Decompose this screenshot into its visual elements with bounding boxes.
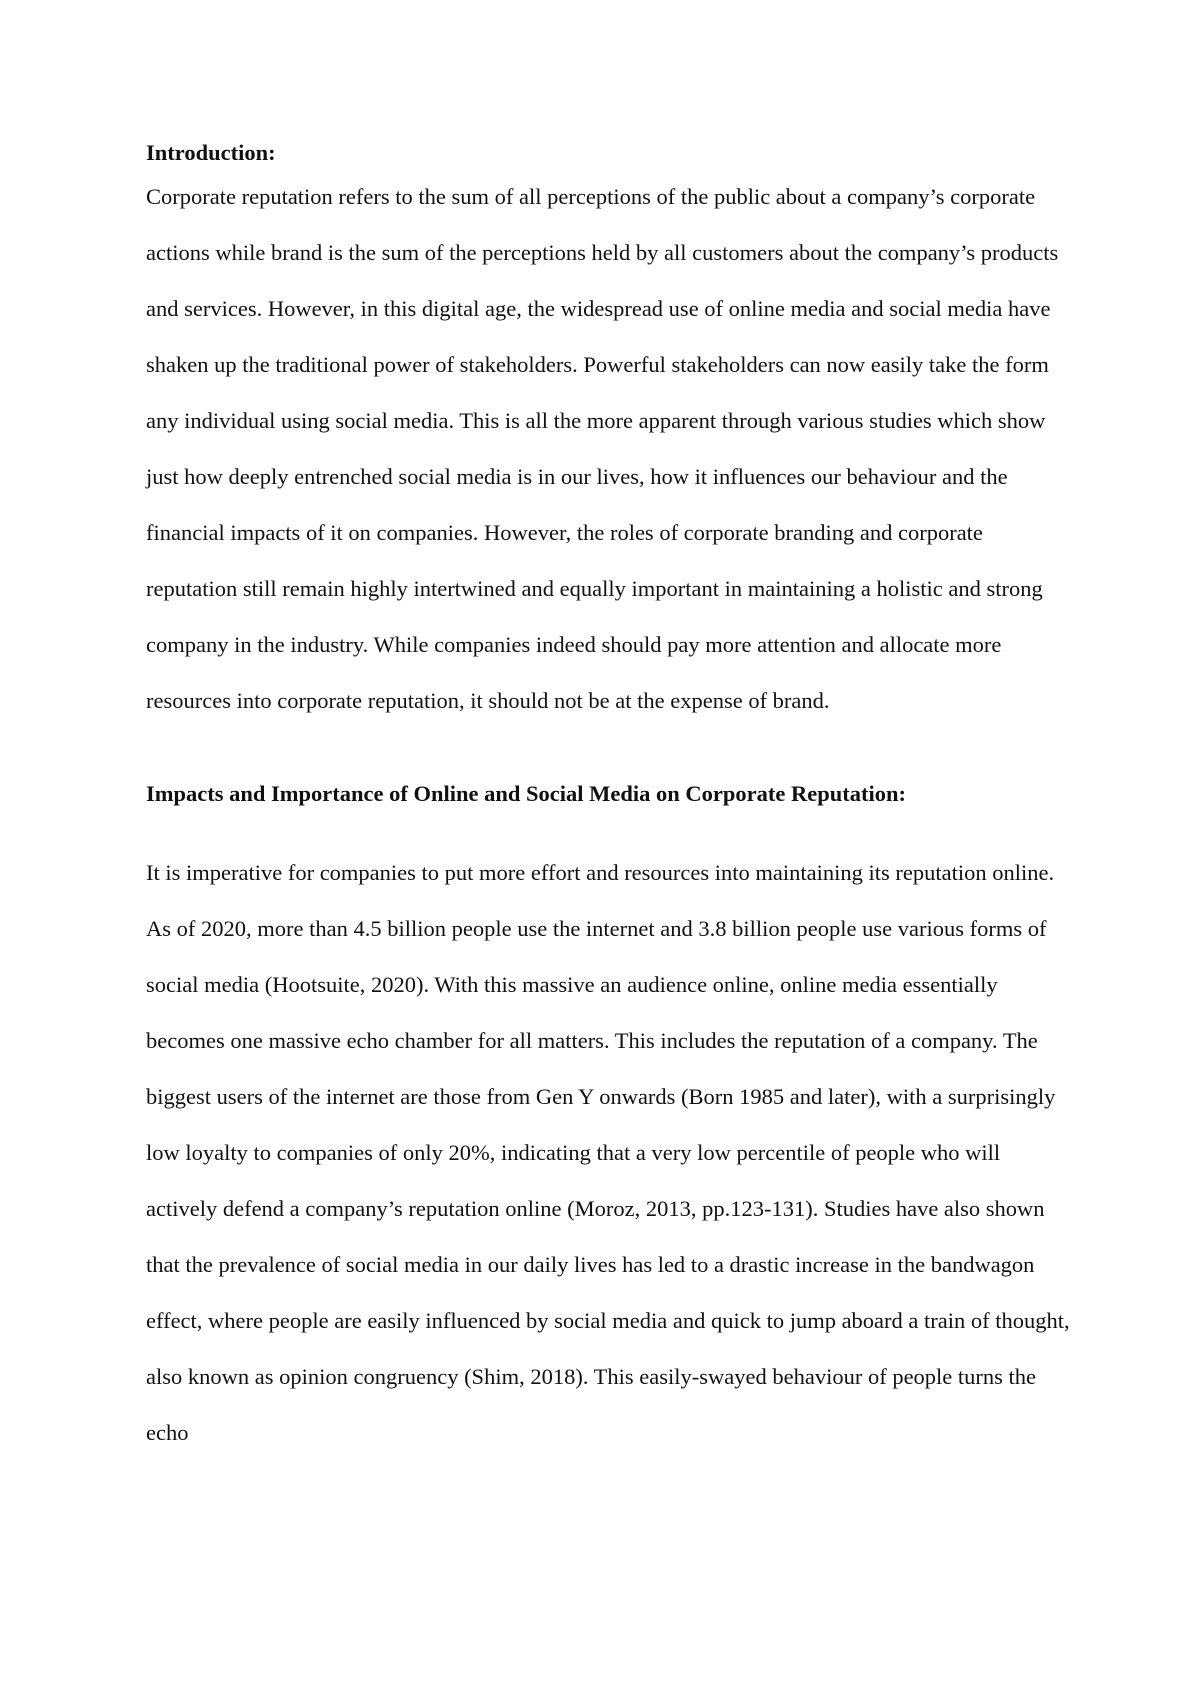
section-heading-online-social-media: Impacts and Importance of Online and Social Media on Corporate Reputation: (146, 781, 907, 806)
introduction-paragraph: Corporate reputation refers to the sum of all perceptions of the public about a company’s corporate actions while brand is the sum of the perceptions held by all customers about the company’s products and services. However, in this digital age, the widespread use of online media and social media have shaken up the traditional power of stakeholders. Powerful stakeholders can now easily take the form any individual using social media. This is all the more apparent through various studies which show just how deeply entrenched social media is in our lives, how it influences our behaviour and the financial impacts of it on companies. However, the roles of corporate branding and corporate reputation still remain highly intertwined and equally important in maintaining a holistic and strong company in the industry. While companies indeed should pay more attention and allocate more resources into corporate reputation, it should not be at the expense of brand. (146, 184, 1059, 713)
section-paragraph-online-social-media: It is imperative for companies to put more effort and resources into maintaining its reputation online. As of 2020, more than 4.5 billion people use the internet and 3.8 billion people use various forms of social media (Hootsuite, 2020). With this massive an audience online, online media essentially becomes one massive echo chamber for all matters. This includes the reputation of a company. The biggest users of the internet are those from Gen Y onwards (Born 1985 and later), with a surprisingly low loyalty to companies of only 20%, indicating that a very low percentile of people who will actively defend a company’s reputation online (Moroz, 2013, pp.123-131). Studies have also shown that the prevalence of social media in our daily lives has led to a drastic increase in the bandwagon effect, where people are easily influenced by social media and quick to jump aboard a train of thought, also known as opinion congruency (Shim, 2018). This easily-swayed behaviour of people turns the echo (146, 860, 1070, 1445)
document-body (146, 140, 1076, 1461)
introduction-heading: Introduction: (146, 140, 276, 165)
